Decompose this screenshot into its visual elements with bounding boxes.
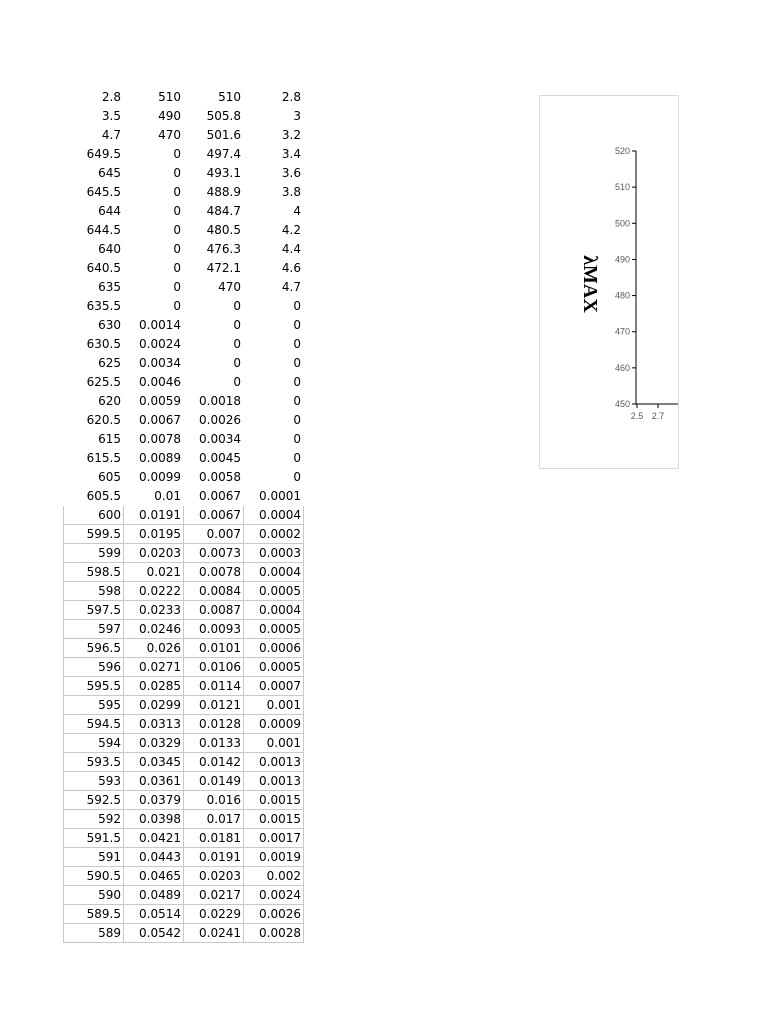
table-row (64, 373, 304, 392)
table-cell[interactable]: 0.0013 (244, 772, 304, 791)
table-cell[interactable]: 0 (293, 375, 301, 389)
table-cell[interactable]: 0.0001 (259, 489, 301, 503)
table-row (64, 658, 304, 677)
table-cell[interactable]: 592.5 (64, 791, 124, 810)
y-tick-label: 490 (614, 254, 630, 265)
table-cell[interactable]: 4.4 (281, 242, 301, 256)
y-tick-label: 480 (614, 290, 630, 301)
table-cell[interactable]: 0.0078 (184, 563, 244, 582)
table-cell[interactable]: 0 (293, 451, 301, 465)
table-row (64, 563, 304, 582)
table-cell[interactable]: 0.0059 (139, 394, 181, 408)
table-row (64, 620, 304, 639)
table-cell[interactable]: 590.5 (64, 867, 124, 886)
table-row (64, 525, 304, 544)
table-cell[interactable]: 0.026 (124, 639, 184, 658)
table-cell[interactable]: 0.0101 (184, 639, 244, 658)
table-cell[interactable]: 0 (293, 356, 301, 370)
table-row (64, 791, 304, 810)
table-cell[interactable]: 0.0005 (244, 658, 304, 677)
table-cell[interactable]: 620.5 (86, 413, 121, 427)
table-cell[interactable]: 0.0443 (124, 848, 184, 867)
table-cell[interactable]: 0.01 (154, 489, 181, 503)
table-cell[interactable]: 597 (64, 620, 124, 639)
table-cell[interactable]: 510 (158, 90, 181, 104)
table-row (64, 905, 304, 924)
table-cell[interactable]: 0.0241 (184, 924, 244, 943)
table-cell[interactable]: 625.5 (86, 375, 121, 389)
table-cell[interactable]: 0.0542 (124, 924, 184, 943)
table-cell[interactable]: 0.001 (244, 696, 304, 715)
table-cell[interactable]: 2.8 (281, 90, 301, 104)
data-table (63, 87, 304, 943)
table-row (64, 772, 304, 791)
table-cell[interactable]: 0.0271 (124, 658, 184, 677)
table-cell[interactable]: 0.0005 (244, 582, 304, 601)
table-cell[interactable]: 0.0181 (184, 829, 244, 848)
table-cell[interactable]: 0.0087 (184, 601, 244, 620)
table-row (64, 487, 304, 506)
table-cell[interactable]: 0 (173, 299, 181, 313)
chart-axes (615, 146, 678, 421)
table-cell[interactable]: 0.0099 (139, 470, 181, 484)
table-cell[interactable]: 590 (64, 886, 124, 905)
table-cell[interactable]: 3.4 (281, 147, 301, 161)
table-cell[interactable]: 0.0007 (244, 677, 304, 696)
table-cell[interactable]: 4.2 (281, 223, 301, 237)
table-cell[interactable]: 598.5 (64, 563, 124, 582)
table-cell[interactable]: 0.0034 (199, 432, 241, 446)
table-cell[interactable]: 592 (64, 810, 124, 829)
chart-area[interactable] (539, 95, 679, 469)
table-cell[interactable]: 0 (233, 337, 241, 351)
table-cell[interactable]: 635.5 (86, 299, 121, 313)
table-cell[interactable]: 0.0114 (184, 677, 244, 696)
table-cell[interactable]: 0 (173, 166, 181, 180)
table-row (64, 677, 304, 696)
table-row (64, 867, 304, 886)
table-cell[interactable]: 0.021 (124, 563, 184, 582)
table-cell[interactable]: 0.0024 (139, 337, 181, 351)
table-row (64, 297, 304, 316)
table-cell[interactable]: 0 (293, 413, 301, 427)
table-cell[interactable]: 0.0009 (244, 715, 304, 734)
table-row (64, 449, 304, 468)
table-cell[interactable]: 0.0514 (124, 905, 184, 924)
table-cell[interactable]: 0.0361 (124, 772, 184, 791)
y-tick-label: 460 (614, 362, 630, 373)
table-row (64, 639, 304, 658)
table-cell[interactable]: 615.5 (86, 451, 121, 465)
table-row (64, 601, 304, 620)
table-cell[interactable]: 0.0299 (124, 696, 184, 715)
table-cell[interactable]: 0.0106 (184, 658, 244, 677)
table-row (64, 316, 304, 335)
table-cell[interactable]: 0.0006 (244, 639, 304, 658)
table-row (64, 183, 304, 202)
table-cell[interactable]: 0.0398 (124, 810, 184, 829)
table-cell[interactable]: 0.0067 (184, 506, 244, 525)
table-row (64, 221, 304, 240)
table-cell[interactable]: 595.5 (64, 677, 124, 696)
table-cell[interactable]: 0.0203 (184, 867, 244, 886)
y-axis-label: λMAX (579, 255, 601, 313)
table-cell[interactable]: 645 (98, 166, 121, 180)
table-cell[interactable]: 0.0045 (199, 451, 241, 465)
table-cell[interactable]: 0.0246 (124, 620, 184, 639)
table-row (64, 506, 304, 525)
table-cell[interactable]: 472.1 (206, 261, 241, 275)
table-cell[interactable]: 593.5 (64, 753, 124, 772)
table-cell[interactable]: 605 (98, 470, 121, 484)
table-cell[interactable]: 0 (173, 185, 181, 199)
table-cell[interactable]: 0.0046 (139, 375, 181, 389)
table-cell[interactable]: 599 (64, 544, 124, 563)
table-cell[interactable]: 0.0026 (199, 413, 241, 427)
table-cell[interactable]: 0 (233, 356, 241, 370)
table-cell[interactable]: 645.5 (86, 185, 121, 199)
table-cell[interactable]: 0.0003 (244, 544, 304, 563)
table-cell[interactable]: 0.0013 (244, 753, 304, 772)
table-cell[interactable]: 480.5 (206, 223, 241, 237)
table-cell[interactable]: 605.5 (86, 489, 121, 503)
table-row (64, 259, 304, 278)
table-cell[interactable]: 0 (233, 318, 241, 332)
table-cell[interactable]: 505.8 (206, 109, 241, 123)
table-cell[interactable]: 600 (64, 506, 124, 525)
table-cell[interactable]: 591.5 (64, 829, 124, 848)
table-cell[interactable]: 0.0084 (184, 582, 244, 601)
table-cell[interactable]: 630.5 (86, 337, 121, 351)
table-cell[interactable]: 0 (293, 470, 301, 484)
table-row (64, 88, 304, 107)
table-row (64, 696, 304, 715)
table-cell[interactable]: 497.4 (206, 147, 241, 161)
table-cell[interactable]: 490 (158, 109, 181, 123)
table-cell[interactable]: 488.9 (206, 185, 241, 199)
y-tick-label: 470 (614, 326, 630, 337)
table-cell[interactable]: 596 (64, 658, 124, 677)
table-cell[interactable]: 0.0005 (244, 620, 304, 639)
table-cell[interactable]: 0 (173, 280, 181, 294)
table-cell[interactable]: 598 (64, 582, 124, 601)
table-cell[interactable]: 4.6 (281, 261, 301, 275)
table-cell[interactable]: 0.0024 (244, 886, 304, 905)
table-cell[interactable]: 0.0089 (139, 451, 181, 465)
table-cell[interactable]: 594.5 (64, 715, 124, 734)
table-row (64, 278, 304, 297)
table-cell[interactable]: 630 (98, 318, 121, 332)
table-cell[interactable]: 3.8 (281, 185, 301, 199)
table-cell[interactable]: 0.0019 (244, 848, 304, 867)
table-cell[interactable]: 0 (173, 147, 181, 161)
table-row (64, 430, 304, 449)
table-cell[interactable]: 0.0018 (199, 394, 241, 408)
table-cell[interactable]: 0 (173, 261, 181, 275)
table-cell[interactable]: 4.7 (101, 128, 121, 142)
table-cell[interactable]: 3.6 (281, 166, 301, 180)
table-cell[interactable]: 0.0465 (124, 867, 184, 886)
table-row (64, 810, 304, 829)
table-row (64, 886, 304, 905)
table-cell[interactable]: 599.5 (64, 525, 124, 544)
table-cell[interactable]: 0.0073 (184, 544, 244, 563)
table-cell[interactable]: 620 (98, 394, 121, 408)
table-cell[interactable]: 597.5 (64, 601, 124, 620)
table-cell[interactable]: 0 (293, 394, 301, 408)
table-row (64, 734, 304, 753)
table-cell[interactable]: 3.2 (281, 128, 301, 142)
table-row (64, 924, 304, 943)
table-cell[interactable]: 0.0329 (124, 734, 184, 753)
table-cell[interactable]: 470 (218, 280, 241, 294)
table-cell[interactable]: 0.0058 (199, 470, 241, 484)
table-cell[interactable]: 3.5 (101, 109, 121, 123)
table-cell[interactable]: 0 (233, 299, 241, 313)
table-cell[interactable]: 0.0489 (124, 886, 184, 905)
table-cell[interactable]: 0.0014 (139, 318, 181, 332)
table-row (64, 411, 304, 430)
table-cell[interactable]: 0 (173, 223, 181, 237)
table-cell[interactable]: 644.5 (86, 223, 121, 237)
table-cell[interactable]: 510 (218, 90, 241, 104)
table-cell[interactable]: 2.8 (101, 90, 121, 104)
table-cell[interactable]: 0.0004 (244, 601, 304, 620)
table-cell[interactable]: 0.0313 (124, 715, 184, 734)
table-cell[interactable]: 0.0133 (184, 734, 244, 753)
table-row (64, 354, 304, 373)
table-cell[interactable]: 0.0078 (139, 432, 181, 446)
table-cell[interactable]: 0.0379 (124, 791, 184, 810)
table-row (64, 202, 304, 221)
table-cell[interactable]: 591 (64, 848, 124, 867)
table-row (64, 544, 304, 563)
table-row (64, 164, 304, 183)
table-cell[interactable]: 0.0191 (184, 848, 244, 867)
table-cell[interactable]: 0.0067 (139, 413, 181, 427)
table-cell[interactable]: 0.0191 (124, 506, 184, 525)
table-cell[interactable]: 596.5 (64, 639, 124, 658)
table-cell[interactable]: 615 (98, 432, 121, 446)
table-cell[interactable]: 0.007 (184, 525, 244, 544)
table-cell[interactable]: 0.0004 (244, 506, 304, 525)
y-tick-label: 500 (614, 218, 630, 229)
table-cell[interactable]: 0.001 (244, 734, 304, 753)
table-cell[interactable]: 501.6 (206, 128, 241, 142)
table-cell[interactable]: 470 (158, 128, 181, 142)
table-row (64, 145, 304, 164)
table-cell[interactable]: 4.7 (281, 280, 301, 294)
table-cell[interactable]: 493.1 (206, 166, 241, 180)
table-cell[interactable]: 0.0203 (124, 544, 184, 563)
table-cell[interactable]: 0 (173, 204, 181, 218)
table-cell[interactable]: 476.3 (206, 242, 241, 256)
x-tick-label: 2.5 (630, 411, 644, 421)
table-cell[interactable]: 640 (98, 242, 121, 256)
table-row (64, 582, 304, 601)
table-cell[interactable]: 0.0017 (244, 829, 304, 848)
table-row (64, 335, 304, 354)
table-cell[interactable]: 0.0002 (244, 525, 304, 544)
table-row (64, 126, 304, 145)
table-cell[interactable]: 0.0026 (244, 905, 304, 924)
table-cell[interactable]: 484.7 (206, 204, 241, 218)
y-tick-label: 510 (614, 182, 630, 193)
table-cell[interactable]: 640.5 (86, 261, 121, 275)
table-cell[interactable]: 0.0028 (244, 924, 304, 943)
table-cell[interactable]: 0.0229 (184, 905, 244, 924)
table-cell[interactable]: 0.0233 (124, 601, 184, 620)
chart-svg (540, 96, 678, 468)
x-tick-label: 2.7 (651, 411, 665, 421)
table-row (64, 392, 304, 411)
table-cell[interactable]: 0 (233, 375, 241, 389)
table-cell[interactable]: 0 (293, 337, 301, 351)
table-cell[interactable]: 0.0222 (124, 582, 184, 601)
table-cell[interactable]: 0.0093 (184, 620, 244, 639)
table-cell[interactable]: 0.0128 (184, 715, 244, 734)
table-row (64, 240, 304, 259)
table-cell[interactable]: 0.0217 (184, 886, 244, 905)
table-cell[interactable]: 0.016 (184, 791, 244, 810)
table-cell[interactable]: 594 (64, 734, 124, 753)
table-cell[interactable]: 635 (98, 280, 121, 294)
table-cell[interactable]: 0.017 (184, 810, 244, 829)
table-cell[interactable]: 649.5 (86, 147, 121, 161)
table-cell[interactable]: 0.0067 (199, 489, 241, 503)
table-cell[interactable]: 0 (293, 299, 301, 313)
table-cell[interactable]: 593 (64, 772, 124, 791)
table-cell[interactable]: 0.0121 (184, 696, 244, 715)
table-cell[interactable]: 0 (293, 432, 301, 446)
table-cell[interactable]: 0 (173, 242, 181, 256)
table-cell[interactable]: 0.0149 (184, 772, 244, 791)
table-cell[interactable]: 0.0421 (124, 829, 184, 848)
table-cell[interactable]: 644 (98, 204, 121, 218)
table-cell[interactable]: 0.0285 (124, 677, 184, 696)
y-tick-label: 520 (614, 146, 630, 156)
table-cell[interactable]: 0.002 (244, 867, 304, 886)
table-cell[interactable]: 625 (98, 356, 121, 370)
table-cell[interactable]: 0.0345 (124, 753, 184, 772)
table-cell[interactable]: 0.0034 (139, 356, 181, 370)
table-cell[interactable]: 0.0142 (184, 753, 244, 772)
table-cell[interactable]: 0.0004 (244, 563, 304, 582)
table-cell[interactable]: 0.0015 (244, 791, 304, 810)
table-cell[interactable]: 589 (64, 924, 124, 943)
table-row (64, 829, 304, 848)
table-row (64, 107, 304, 126)
table-cell[interactable]: 589.5 (64, 905, 124, 924)
table-row (64, 715, 304, 734)
table-row (64, 468, 304, 487)
table-cell[interactable]: 0.0195 (124, 525, 184, 544)
table-cell[interactable]: 3 (293, 109, 301, 123)
table-cell[interactable]: 0.0015 (244, 810, 304, 829)
table-cell[interactable]: 595 (64, 696, 124, 715)
y-tick-label: 450 (614, 399, 630, 409)
table-cell[interactable]: 0 (293, 318, 301, 332)
table-row (64, 753, 304, 772)
table-cell[interactable]: 4 (293, 204, 301, 218)
table-row (64, 848, 304, 867)
